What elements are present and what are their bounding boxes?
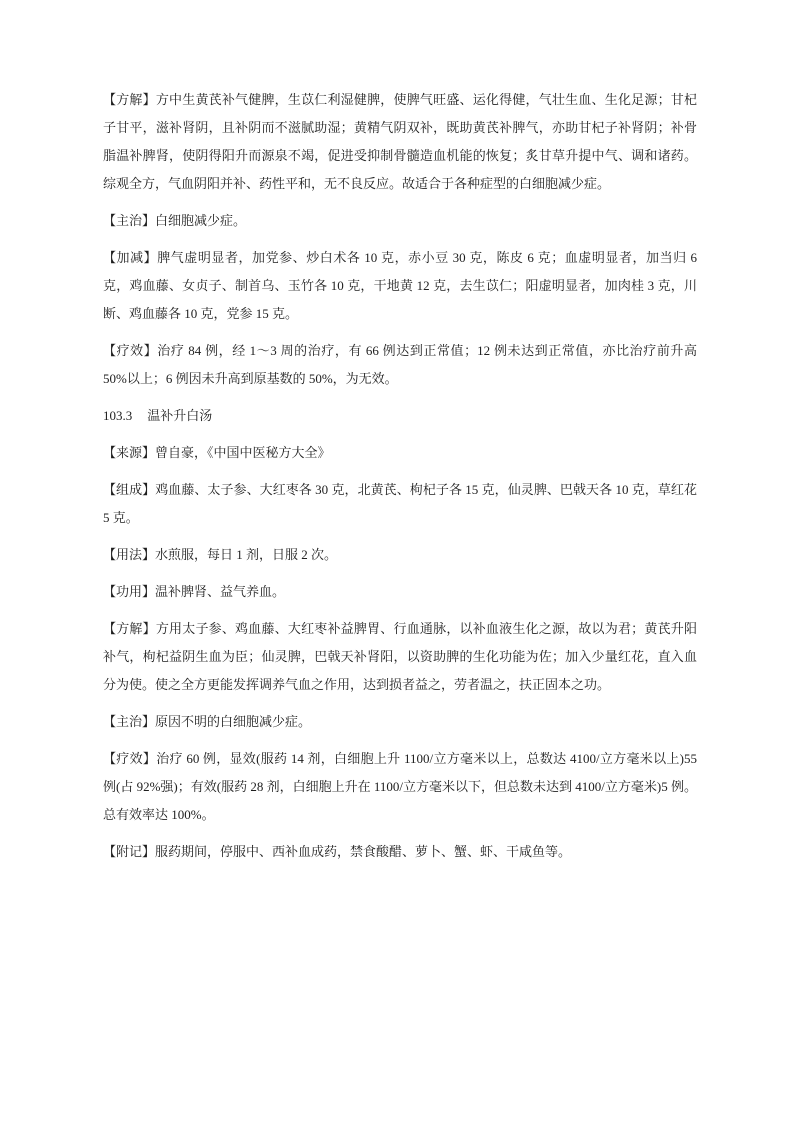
paragraph-liaoxiao-103-2: [103, 337, 697, 393]
paragraph-gongyong-103-3: [103, 578, 697, 606]
paragraph-fangjie-103-2: [103, 86, 697, 198]
paragraph-jiajian-103-2: [103, 244, 697, 328]
field-label-zucheng: 【组成】: [103, 482, 156, 497]
field-label-yongfa: 【用法】: [103, 547, 156, 562]
field-label-zhuzhi-2: 【主治】: [103, 714, 156, 729]
paragraph-zucheng-103-3: [103, 476, 697, 532]
paragraph-zhuzhi-103-3: [103, 708, 697, 736]
field-text-fangjie-2: 方用太子参、鸡血藤、大红枣补益脾胃、行血通脉，以补血液生化之源，故以为君；黄芪升阳补气，枸杞益阴生血为臣；仙灵脾，巴戟天补肾阳，以资助脾的生化功能为佐；加入少量红花，直入血分为使。使之全方更能发挥调养气血之作用，达到损者益之，劳者温之，扶正固本之功。: [103, 621, 697, 692]
section-title: 温补升白汤: [147, 408, 213, 423]
field-text-yongfa: 水煎服，每日 1 剂，日服 2 次。: [155, 547, 338, 562]
field-label-laiyuan: 【来源】: [103, 445, 156, 460]
field-label-zhuzhi: 【主治】: [103, 213, 156, 228]
field-text-fangjie: 方中生黄芪补气健脾，生苡仁利湿健脾，使脾气旺盛、运化得健，气壮生血、生化足源；甘杞子甘平，滋补肾阴，且补阴而不滋腻助湿；黄精气阴双补，既助黄芪补脾气，亦助甘杞子补肾阴；补骨脂温补脾肾，使阴得阳升而源泉不竭，促进受抑制骨髓造血机能的恢复；炙甘草升提中气、调和诸药。综观全方，气血阴阳并补、药性平和，无不良反应。故适合于各种症型的白细胞减少症。: [103, 92, 697, 191]
field-text-laiyuan: 曾自豪，《中国中医秘方大全》: [155, 445, 331, 460]
paragraph-yongfa-103-3: [103, 541, 697, 569]
field-text-jiajian: 脾气虚明显者，加党参、炒白术各 10 克，赤小豆 30 克，陈皮 6 克；血虚明显者，加当归 6 克，鸡血藤、女贞子、制首乌、玉竹各 10 克，干地黄 12 克，去生苡仁；阳虚明显者，加肉桂 3 克，川断、鸡血藤各 10 克，党参 15 克。: [103, 250, 697, 321]
section-number: 103.3: [103, 408, 133, 423]
field-text-liaoxiao: 治疗 84 例，经 1～3 周的治疗，有 66 例达到正常值；12 例未达到正常值，亦比治疗前升高 50%以上；6 例因未升高到原基数的 50%，为无效。: [103, 343, 697, 386]
paragraph-zhuzhi-103-2: [103, 207, 697, 235]
field-label-fangjie: 【方解】: [103, 92, 156, 107]
paragraph-liaoxiao-103-3: [103, 745, 697, 829]
paragraph-laiyuan-103-3: [103, 439, 697, 467]
field-label-fuji: 【附记】: [103, 844, 156, 859]
paragraph-fuji-103-3: [103, 838, 697, 866]
field-text-zhuzhi-2: 原因不明的白细胞减少症。: [155, 714, 312, 729]
paragraph-fangjie-103-3: [103, 615, 697, 699]
field-text-liaoxiao-2: 治疗 60 例，显效(服药 14 剂，白细胞上升 1100/立方毫米以上，总数达 4100/立方毫米以上)55 例(占 92%强)；有效(服药 28 剂，白细胞上升在 1100/立方毫米以下，但总数未达到 4100/立方毫米)5 例。总有效率达 100%。: [103, 751, 697, 822]
page-content: [103, 86, 697, 875]
field-text-gongyong: 温补脾肾、益气养血。: [155, 584, 286, 599]
field-label-liaoxiao-2: 【疗效】: [103, 751, 157, 766]
field-label-jiajian: 【加减】: [103, 250, 158, 265]
field-text-fuji: 服药期间，停服中、西补血成药，禁食酸醋、萝卜、蟹、虾、干咸鱼等。: [155, 844, 572, 859]
field-text-zhuzhi: 白细胞减少症。: [155, 213, 247, 228]
field-label-liaoxiao: 【疗效】: [103, 343, 158, 358]
field-text-zucheng: 鸡血藤、太子参、大红枣各 30 克，北黄芪、枸杞子各 15 克，仙灵脾、巴戟天各 10 克，草红花 5 克。: [103, 482, 697, 525]
field-label-fangjie-2: 【方解】: [103, 621, 156, 636]
section-heading: [103, 402, 697, 430]
field-label-gongyong: 【功用】: [103, 584, 156, 599]
